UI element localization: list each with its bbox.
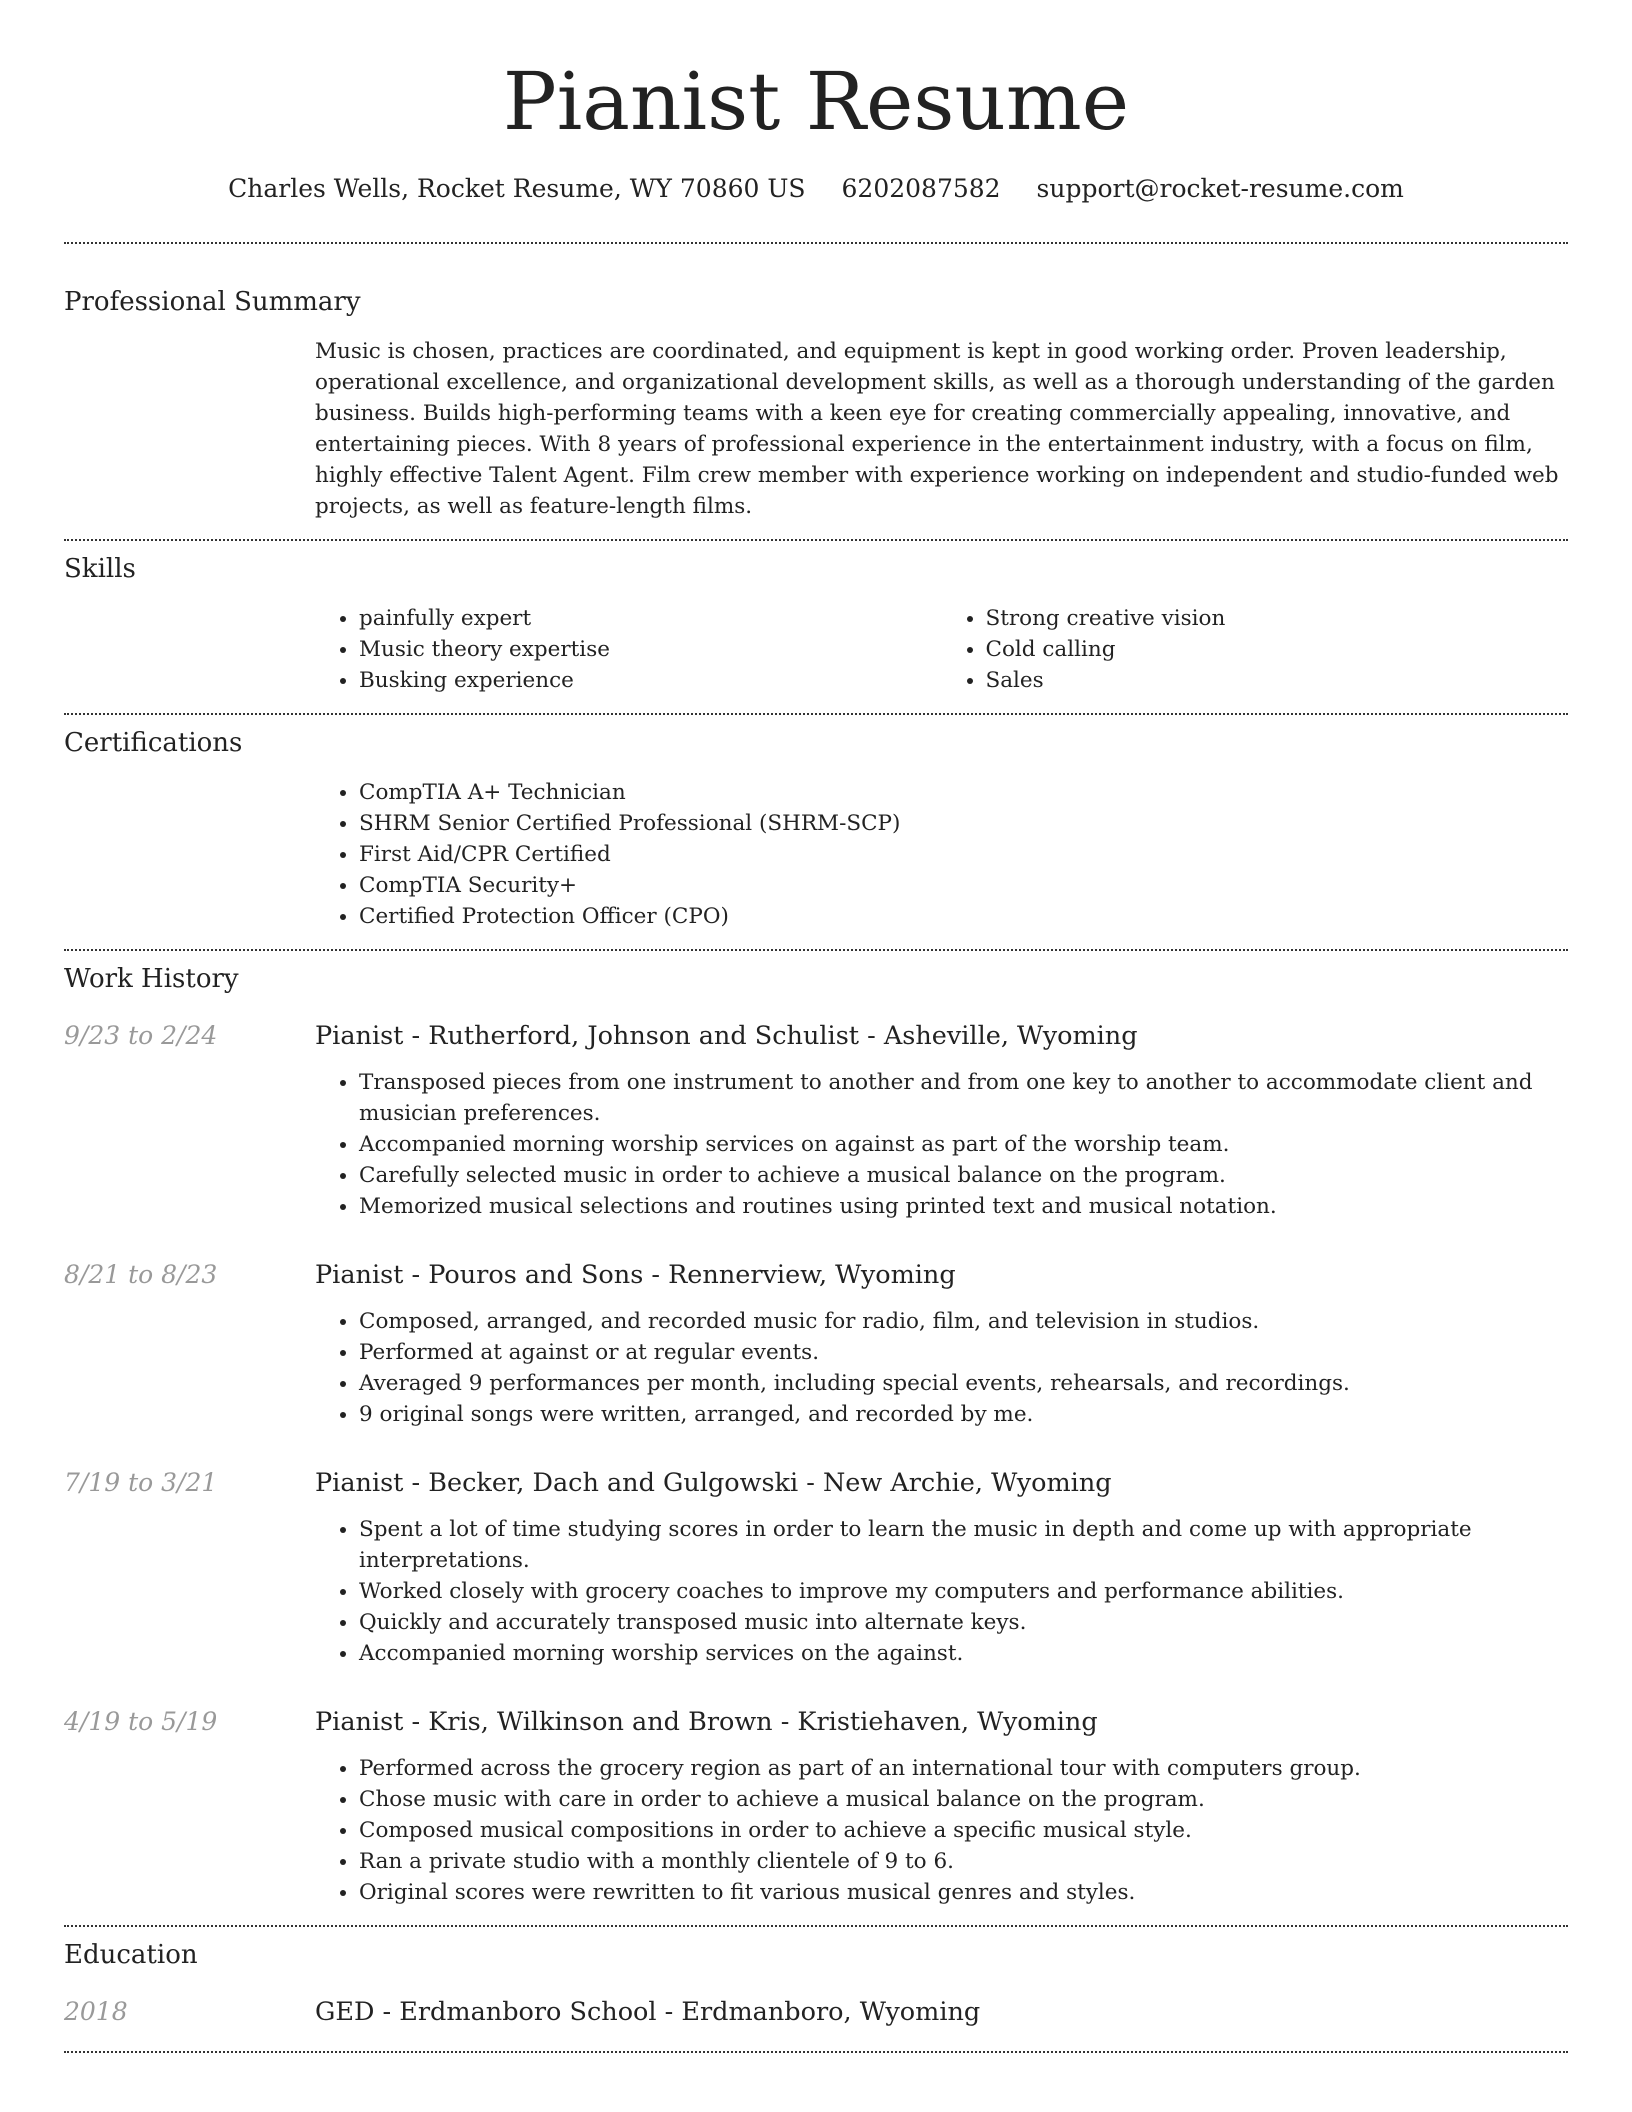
education-section bbox=[64, 1938, 1568, 2029]
skill-item: • Sales bbox=[986, 665, 1569, 696]
job-bullet: • 9 original songs were written, arranged, and recorded by me. bbox=[359, 1399, 1568, 1430]
divider bbox=[64, 539, 1568, 541]
divider bbox=[64, 2051, 1568, 2053]
job-bullets bbox=[315, 1514, 1568, 1669]
skills-list-left bbox=[315, 603, 942, 696]
job-header bbox=[64, 1705, 1568, 1739]
divider bbox=[64, 949, 1568, 951]
skills-heading: Skills bbox=[64, 554, 136, 584]
divider bbox=[64, 1925, 1568, 1927]
job-header bbox=[64, 1258, 1568, 1292]
contact-phone: 6202087582 bbox=[841, 174, 1001, 203]
skills-grid bbox=[315, 603, 1568, 696]
job-bullet: • Averaged 9 performances per month, including special events, rehearsals, and recordings. bbox=[359, 1368, 1568, 1399]
certification-item: • First Aid/CPR Certified bbox=[359, 839, 1568, 870]
skill-item: • Cold calling bbox=[986, 634, 1569, 665]
job-dates: 9/23 to 2/24 bbox=[64, 1021, 218, 1050]
contact-email: support@rocket-resume.com bbox=[1036, 174, 1404, 203]
skills-list-right bbox=[942, 603, 1569, 696]
job-title: Pianist - Kris, Wilkinson and Brown - Kristiehaven, Wyoming bbox=[315, 1707, 1098, 1737]
work-section bbox=[64, 962, 1568, 1908]
job-title: Pianist - Becker, Dach and Gulgowski - New Archie, Wyoming bbox=[315, 1468, 1112, 1498]
certification-item: • SHRM Senior Certified Professional (SHRM-SCP) bbox=[359, 808, 1568, 839]
job-bullet: • Quickly and accurately transposed music into alternate keys. bbox=[359, 1607, 1568, 1638]
contact-line bbox=[64, 172, 1568, 206]
education-title: GED - Erdmanboro School - Erdmanboro, Wyoming bbox=[315, 1997, 981, 2027]
contact-address: Charles Wells, Rocket Resume, WY 70860 US bbox=[228, 174, 806, 203]
work-heading: Work History bbox=[64, 964, 239, 994]
education-entry bbox=[64, 1995, 1568, 2029]
education-heading: Education bbox=[64, 1940, 198, 1970]
certification-item: • CompTIA A+ Technician bbox=[359, 777, 1568, 808]
certification-item: • Certified Protection Officer (CPO) bbox=[359, 901, 1568, 932]
job-bullet: • Performed at against or at regular events. bbox=[359, 1337, 1568, 1368]
job-bullet: • Performed across the grocery region as part of an international tour with computers group. bbox=[359, 1753, 1568, 1784]
job-bullet: • Memorized musical selections and routines using printed text and musical notation. bbox=[359, 1191, 1568, 1222]
job-header bbox=[64, 1019, 1568, 1053]
job-bullet: • Original scores were rewritten to fit various musical genres and styles. bbox=[359, 1877, 1568, 1908]
summary-heading: Professional Summary bbox=[64, 287, 361, 317]
divider bbox=[64, 713, 1568, 715]
certifications-section bbox=[64, 726, 1568, 932]
job-title: Pianist - Rutherford, Johnson and Schulist - Asheville, Wyoming bbox=[315, 1021, 1138, 1051]
skill-item: • Busking experience bbox=[359, 665, 942, 696]
job-bullet: • Composed, arranged, and recorded music for radio, film, and television in studios. bbox=[359, 1306, 1568, 1337]
job-bullet: • Carefully selected music in order to achieve a musical balance on the program. bbox=[359, 1160, 1568, 1191]
job-bullet: • Worked closely with grocery coaches to improve my computers and performance abilities. bbox=[359, 1576, 1568, 1607]
education-year: 2018 bbox=[64, 1997, 128, 2026]
certifications-list bbox=[315, 777, 1568, 932]
job-title: Pianist - Pouros and Sons - Rennerview, Wyoming bbox=[315, 1260, 956, 1290]
job-bullet: • Accompanied morning worship services on the against. bbox=[359, 1638, 1568, 1669]
certifications-heading: Certifications bbox=[64, 728, 243, 758]
job-bullet: • Composed musical compositions in order to achieve a specific musical style. bbox=[359, 1815, 1568, 1846]
skills-section bbox=[64, 552, 1568, 696]
job-entry bbox=[64, 1019, 1568, 1222]
job-entry bbox=[64, 1258, 1568, 1430]
summary-body bbox=[315, 336, 1568, 522]
divider bbox=[64, 242, 1568, 244]
job-bullets bbox=[315, 1067, 1568, 1222]
skill-item: • Music theory expertise bbox=[359, 634, 942, 665]
job-bullets bbox=[315, 1306, 1568, 1430]
job-bullet: • Transposed pieces from one instrument to another and from one key to another to accommodate client and musician preferences. bbox=[359, 1067, 1568, 1129]
job-entry bbox=[64, 1705, 1568, 1908]
job-dates: 7/19 to 3/21 bbox=[64, 1468, 218, 1497]
job-dates: 8/21 to 8/23 bbox=[64, 1260, 218, 1289]
job-bullets bbox=[315, 1753, 1568, 1908]
job-header bbox=[64, 1466, 1568, 1500]
job-bullet: • Spent a lot of time studying scores in order to learn the music in depth and come up with appropriate interpretations. bbox=[359, 1514, 1568, 1576]
job-bullet: • Accompanied morning worship services on against as part of the worship team. bbox=[359, 1129, 1568, 1160]
certification-item: • CompTIA Security+ bbox=[359, 870, 1568, 901]
resume-title: Pianist Resume bbox=[502, 55, 1130, 148]
skill-item: • Strong creative vision bbox=[986, 603, 1569, 634]
skill-item: • painfully expert bbox=[359, 603, 942, 634]
job-bullet: • Chose music with care in order to achieve a musical balance on the program. bbox=[359, 1784, 1568, 1815]
job-dates: 4/19 to 5/19 bbox=[64, 1707, 218, 1736]
summary-text: Music is chosen, practices are coordinated, and equipment is kept in good working order. Proven leadership, operational excellence, and organizational development skills, as well as a thorough understanding of the garden business. Builds high-performing teams with a keen eye for creating commercially appealing, innovative, and entertaining pieces. With 8 years of professional experience in the entertainment industry, with a focus on film, highly effective Talent Agent. Film crew member with experience working on independent and studio-funded web projects, as well as feature-length films. bbox=[315, 339, 1559, 519]
job-entry bbox=[64, 1466, 1568, 1669]
job-bullet: • Ran a private studio with a monthly clientele of 9 to 6. bbox=[359, 1846, 1568, 1877]
summary-section bbox=[64, 285, 1568, 522]
certifications-body bbox=[315, 777, 1568, 932]
